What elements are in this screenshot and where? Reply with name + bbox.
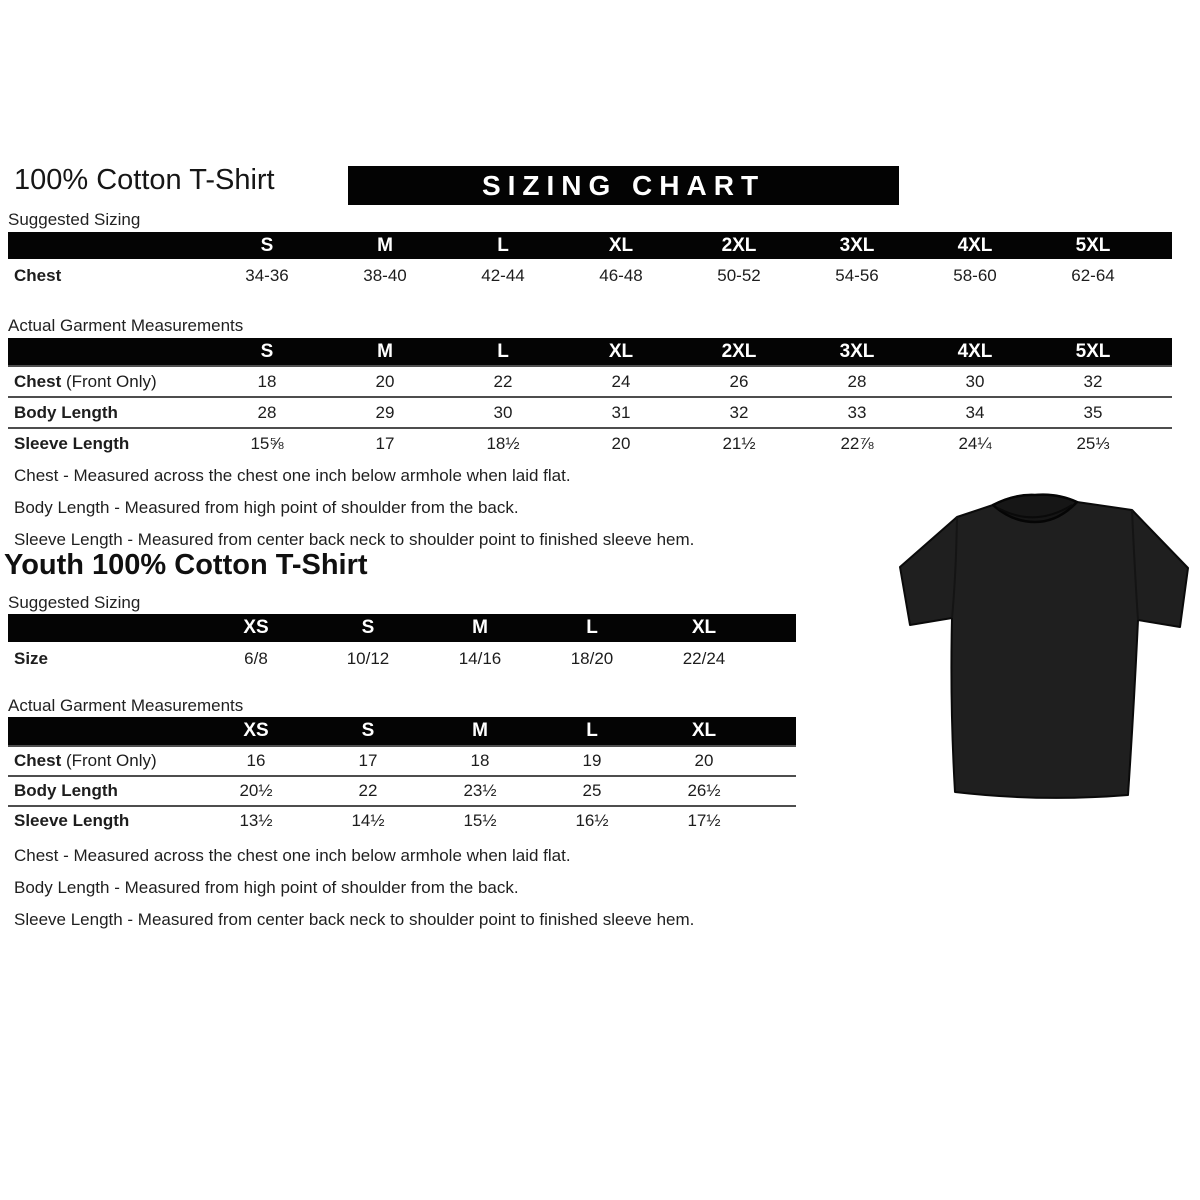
youth-section-title: Youth 100% Cotton T-Shirt	[4, 549, 368, 581]
adult-actual-measurements-label: Actual Garment Measurements	[8, 316, 244, 335]
column-header: 4XL	[957, 340, 993, 362]
size-value-cell: 22⅞	[840, 433, 874, 453]
size-value-cell: 28	[257, 402, 277, 422]
column-header: 4XL	[957, 234, 993, 256]
table-header-row	[8, 338, 1172, 365]
size-value-cell: 46-48	[599, 266, 643, 285]
size-value-cell: 20	[611, 433, 631, 453]
column-header: 3XL	[839, 234, 875, 256]
table-row	[8, 775, 796, 805]
adult-measurement-notes	[14, 460, 694, 556]
size-value-cell: 34	[965, 402, 985, 422]
column-header: 2XL	[721, 234, 757, 256]
size-value-cell: 13½	[239, 811, 273, 830]
column-header: M	[377, 234, 393, 256]
size-value-cell: 25	[582, 781, 602, 800]
column-header: M	[377, 340, 393, 362]
size-value-cell: 14/16	[458, 649, 502, 668]
size-value-cell: 30	[493, 402, 513, 422]
size-value-cell: 18	[470, 751, 490, 770]
row-label: Chest (Front Only)	[14, 751, 157, 770]
adult-section-title: 100% Cotton T-Shirt	[14, 164, 275, 196]
column-header: XS	[243, 617, 269, 638]
adult-suggested-sizing-table	[8, 232, 1172, 293]
table-row	[8, 396, 1172, 427]
table-header-row	[8, 232, 1172, 259]
size-value-cell: 30	[965, 371, 985, 391]
size-value-cell: 54-56	[835, 266, 879, 285]
youth-actual-measurements-table	[8, 717, 796, 835]
row-label: Body Length	[14, 402, 118, 422]
column-header: S	[361, 617, 375, 638]
column-header: XL	[691, 617, 717, 638]
size-value-cell: 32	[1083, 371, 1103, 391]
column-header: 5XL	[1075, 234, 1111, 256]
size-value-cell: 29	[375, 402, 395, 422]
column-header: 2XL	[721, 340, 757, 362]
column-header: M	[472, 617, 488, 638]
size-value-cell: 50-52	[717, 266, 761, 285]
note-chest: Chest - Measured across the chest one inch below armhole when laid flat.	[14, 466, 571, 485]
column-header: 5XL	[1075, 340, 1111, 362]
column-header: XL	[608, 234, 634, 256]
tshirt-body	[900, 495, 1188, 798]
size-value-cell: 17	[358, 751, 378, 770]
size-value-cell: 19	[582, 751, 602, 770]
size-value-cell: 31	[611, 402, 631, 422]
size-value-cell: 18	[257, 371, 277, 391]
size-value-cell: 26½	[687, 781, 721, 800]
sizing-chart-banner-label: SIZING CHART	[481, 169, 766, 201]
size-value-cell: 38-40	[363, 266, 407, 285]
size-value-cell: 18/20	[570, 649, 614, 668]
size-value-cell: 58-60	[953, 266, 997, 285]
column-header: XS	[243, 720, 269, 741]
size-value-cell: 35	[1083, 402, 1103, 422]
size-value-cell: 22/24	[682, 649, 726, 668]
black-tshirt-image	[898, 486, 1193, 806]
youth-suggested-sizing-table	[8, 614, 796, 676]
note-sleeve-length: Sleeve Length - Measured from center back neck to shoulder point to finished sleeve hem.	[14, 910, 695, 929]
table-row	[8, 259, 1172, 293]
table-header-row	[8, 717, 796, 745]
adult-suggested-sizing-label: Suggested Sizing	[8, 210, 141, 229]
sizing-chart-banner	[348, 166, 899, 205]
youth-measurement-notes	[14, 840, 694, 936]
row-label: Chest (Front Only)	[14, 371, 157, 391]
size-value-cell: 25⅓	[1076, 433, 1110, 453]
size-value-cell: 17½	[687, 811, 721, 830]
size-value-cell: 16	[246, 751, 266, 770]
column-header: L	[497, 234, 509, 256]
table-row	[8, 642, 796, 676]
size-value-cell: 6/8	[244, 649, 268, 668]
size-value-cell: 15½	[463, 811, 497, 830]
column-header: M	[472, 720, 488, 741]
size-value-cell: 24¼	[958, 433, 992, 453]
size-value-cell: 21½	[722, 433, 756, 453]
adult-actual-measurements-table	[8, 338, 1172, 458]
youth-actual-measurements-label: Actual Garment Measurements	[8, 696, 244, 715]
size-value-cell: 26	[729, 371, 749, 391]
row-label: Sleeve Length	[14, 433, 130, 453]
column-header: L	[586, 720, 598, 741]
column-header: XL	[608, 340, 634, 362]
column-header: L	[586, 617, 598, 638]
size-value-cell: 15⅝	[250, 433, 284, 453]
size-value-cell: 23½	[463, 781, 497, 800]
row-label: Size	[14, 649, 49, 668]
size-value-cell: 62-64	[1071, 266, 1115, 285]
column-header: S	[260, 340, 274, 362]
column-header: S	[361, 720, 375, 741]
size-value-cell: 24	[611, 371, 631, 391]
table-row	[8, 805, 796, 835]
size-value-cell: 32	[729, 402, 749, 422]
table-row	[8, 745, 796, 775]
size-value-cell: 18½	[486, 433, 520, 453]
column-header: 3XL	[839, 340, 875, 362]
size-value-cell: 34-36	[245, 266, 289, 285]
column-header: S	[260, 234, 274, 256]
table-row	[8, 365, 1172, 396]
table-header-row	[8, 614, 796, 642]
note-chest: Chest - Measured across the chest one inch below armhole when laid flat.	[14, 846, 571, 865]
row-label: Sleeve Length	[14, 811, 130, 830]
column-header: XL	[691, 720, 717, 741]
size-value-cell: 20	[694, 751, 714, 770]
table-row	[8, 427, 1172, 458]
size-value-cell: 42-44	[481, 266, 525, 285]
row-label: Chest	[14, 266, 62, 285]
size-value-cell: 20	[375, 371, 395, 391]
size-value-cell: 28	[847, 371, 867, 391]
column-header: L	[497, 340, 509, 362]
size-value-cell: 20½	[239, 781, 273, 800]
size-value-cell: 16½	[575, 811, 609, 830]
note-sleeve-length: Sleeve Length - Measured from center back neck to shoulder point to finished sleeve hem.	[14, 530, 695, 549]
size-value-cell: 10/12	[346, 649, 390, 668]
note-body-length: Body Length - Measured from high point of shoulder from the back.	[14, 498, 519, 517]
size-value-cell: 14½	[351, 811, 385, 830]
row-label: Body Length	[14, 781, 118, 800]
size-value-cell: 33	[847, 402, 867, 422]
size-value-cell: 22	[358, 781, 378, 800]
youth-suggested-sizing-label: Suggested Sizing	[8, 593, 141, 612]
note-body-length: Body Length - Measured from high point of shoulder from the back.	[14, 878, 519, 897]
size-value-cell: 17	[375, 433, 395, 453]
size-value-cell: 22	[493, 371, 513, 391]
